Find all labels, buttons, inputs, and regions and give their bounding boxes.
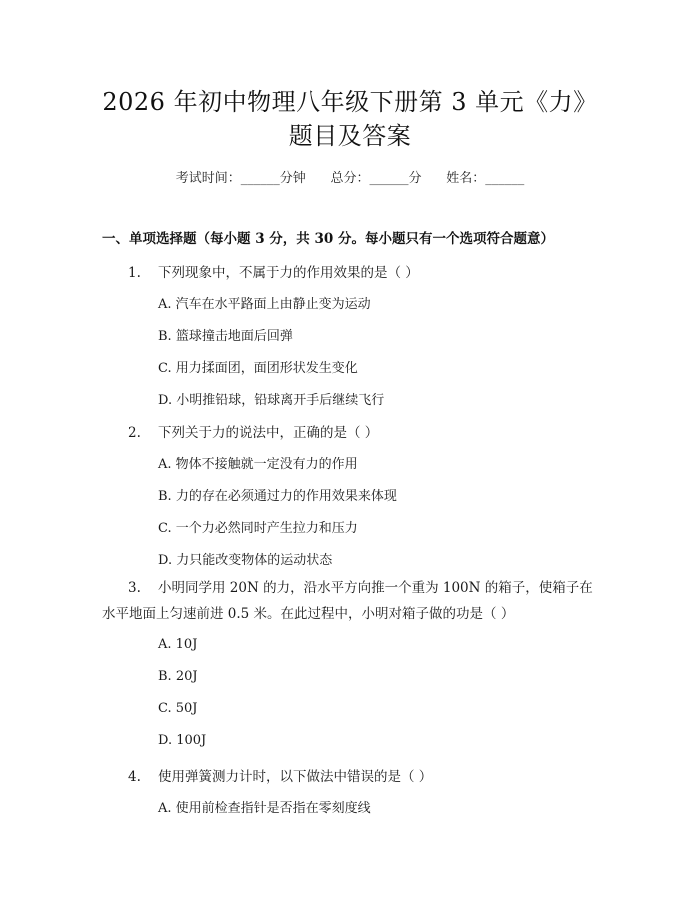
option-a: A. 10J bbox=[158, 637, 198, 652]
option-d: D. 力只能改变物体的运动状态 bbox=[158, 553, 333, 568]
option-c: C. 用力揉面团，面团形状发生变化 bbox=[158, 361, 358, 376]
option-b: B. 20J bbox=[158, 669, 198, 684]
option-c: C. 一个力必然同时产生拉力和压力 bbox=[158, 521, 358, 536]
question-stem: 下列关于力的说法中，正确的是（ ） bbox=[158, 425, 379, 441]
option-d: D. 小明推铅球，铅球离开手后继续飞行 bbox=[158, 393, 385, 408]
page-title: 2026 年初中物理八年级下册第 3 单元《力》 bbox=[102, 88, 598, 116]
question-stem: 下列现象中，不属于力的作用效果的是（ ） bbox=[158, 265, 419, 281]
option-c: C. 50J bbox=[158, 701, 198, 716]
option-b: B. 力的存在必须通过力的作用效果来体现 bbox=[158, 489, 397, 504]
option-a: A. 汽车在水平路面上由静止变为运动 bbox=[158, 297, 371, 312]
question-3 bbox=[102, 575, 602, 627]
question-4 bbox=[128, 765, 432, 785]
option-a: A. 物体不接触就一定没有力的作用 bbox=[158, 457, 358, 472]
section-heading-single-choice: 一、单项选择题（每小题 3 分，共 30 分。每小题只有一个选项符合题意） bbox=[102, 231, 554, 247]
question-number: 2. bbox=[128, 425, 141, 441]
question-1 bbox=[128, 261, 419, 281]
question-number: 1. bbox=[128, 265, 141, 281]
question-stem: 小明同学用 20N 的力，沿水平方向推一个重为 100N 的箱子，使箱子在水平地面上匀速前进 0.5 米。在此过程中，小明对箱子做的功是（ ） bbox=[102, 580, 593, 622]
exam-info-line: 考试时间：______分钟 总分：______分 姓名：______ bbox=[175, 171, 525, 186]
question-number: 4. bbox=[128, 769, 141, 785]
page-subtitle: 题目及答案 bbox=[288, 122, 412, 150]
option-b: B. 篮球撞击地面后回弹 bbox=[158, 329, 293, 344]
option-a: A. 使用前检查指针是否指在零刻度线 bbox=[158, 801, 371, 816]
question-2 bbox=[128, 421, 378, 441]
option-d: D. 100J bbox=[158, 733, 207, 748]
question-number: 3. bbox=[128, 580, 141, 596]
question-stem: 使用弹簧测力计时，以下做法中错误的是（ ） bbox=[158, 769, 433, 785]
